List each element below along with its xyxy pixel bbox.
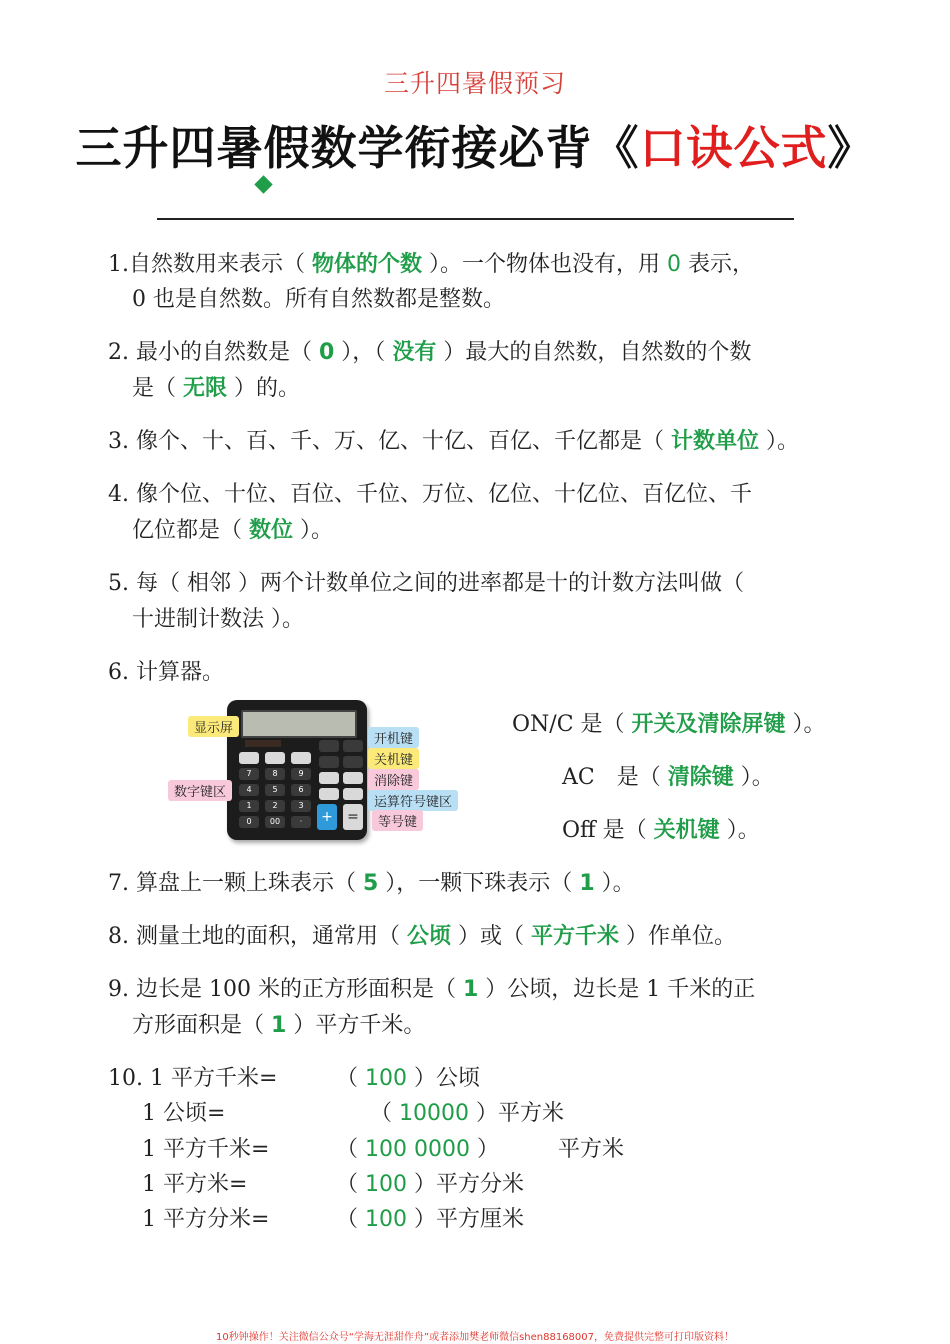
text: （ <box>336 1172 359 1197</box>
answer: 清除键 <box>667 765 734 790</box>
text: ）。 <box>726 818 760 843</box>
text: ）。 <box>300 518 334 543</box>
text: ）或（ <box>458 924 525 949</box>
answer: 开关及清除屏键 <box>631 712 786 737</box>
text: 方形面积是（ <box>132 1013 265 1038</box>
text: ON/C 是（ <box>512 712 625 737</box>
calc-key-equals: = <box>343 804 363 830</box>
item-10-row-3-answer <box>336 1135 499 1165</box>
item-4-line-2 <box>132 516 333 546</box>
calc-key <box>319 788 339 800</box>
text: ），一颗下珠表示（ <box>385 871 573 896</box>
item-10-row-2-label: 1 公顷= <box>142 1101 226 1126</box>
answer: 100 <box>365 1172 408 1197</box>
answer: 100 <box>365 1207 408 1232</box>
answer: 100 <box>365 1066 408 1091</box>
item-10-row-3-label: 1 平方千米= <box>142 1137 270 1162</box>
text: （ <box>370 1101 393 1126</box>
text: 7. 算盘上一颗上珠表示（ <box>108 871 356 896</box>
calc-key: 00 <box>265 816 285 828</box>
item-10-row-3-unit: 平方米 <box>558 1137 625 1162</box>
text: ）公顷，边长是 1 千米的正 <box>485 977 756 1002</box>
item-5-line-2: 十进制计数法 ）。 <box>132 607 304 632</box>
item-10-row-5-answer <box>336 1205 524 1235</box>
calculator-screen <box>241 710 357 738</box>
answer: 数位 <box>249 518 294 543</box>
calc-key: 7 <box>239 768 259 780</box>
title-close: 》 <box>827 121 875 175</box>
text: ）平方分米 <box>414 1172 525 1197</box>
tag-off: 关机键 <box>368 748 419 769</box>
text: ）。 <box>792 712 826 737</box>
item-6-off <box>562 816 760 846</box>
text: ） <box>477 1137 500 1162</box>
calc-key <box>343 788 363 800</box>
item-6-onc <box>512 710 826 740</box>
answer: 1 <box>462 977 479 1002</box>
calc-key: 8 <box>265 768 285 780</box>
text: 1.自然数用来表示（ <box>108 252 305 277</box>
item-10-row-2-answer <box>370 1099 564 1129</box>
item-6-heading: 6. 计算器。 <box>108 660 224 685</box>
tag-on: 开机键 <box>368 727 419 748</box>
answer: 公顷 <box>406 924 451 949</box>
item-10-row-1-label: 10. 1 平方千米= <box>108 1066 278 1091</box>
text: ）最大的自然数，自然数的个数 <box>443 340 752 365</box>
text: ）。 <box>766 429 800 454</box>
answer: 5 <box>362 871 379 896</box>
answer: 0 <box>318 340 335 365</box>
answer: 关机键 <box>653 818 720 843</box>
item-8-line-1 <box>108 922 736 952</box>
top-label: 三升四暑假预习 <box>383 69 566 98</box>
answer: 1 <box>271 1013 287 1038</box>
calc-key: · <box>291 816 311 828</box>
text: ），（ <box>341 340 386 365</box>
item-9-line-1 <box>108 975 755 1005</box>
calc-key <box>319 740 339 752</box>
tag-clear: 消除键 <box>368 769 419 790</box>
calc-key <box>343 740 363 752</box>
item-2-line-2 <box>132 374 300 404</box>
text: ）。一个物体也没有，用 <box>429 252 661 277</box>
text: ）。 <box>740 765 774 790</box>
calc-key: 2 <box>265 800 285 812</box>
text: ）的。 <box>234 376 301 401</box>
answer: 10000 <box>399 1101 470 1126</box>
answer: 0 <box>667 252 682 277</box>
text: ）平方厘米 <box>414 1207 525 1232</box>
answer: 物体的个数 <box>312 252 423 277</box>
text: 8. 测量土地的面积，通常用（ <box>108 924 400 949</box>
text: （ <box>336 1066 359 1091</box>
calc-key <box>319 756 339 768</box>
calc-key <box>239 752 259 764</box>
item-4-line-1: 4. 像个位、十位、百位、千位、万位、亿位、十亿位、百亿位、千 <box>108 482 752 507</box>
text: ）公顷 <box>414 1066 481 1091</box>
text: （ <box>336 1207 359 1232</box>
title-main: 三升四暑假数学衔接必背《 <box>75 121 640 175</box>
item-5-line-1: 5. 每（ 相邻 ）两个计数单位之间的进率都是十的计数方法叫做（ <box>108 571 744 596</box>
text: ）平方米 <box>476 1101 565 1126</box>
calc-key <box>265 752 285 764</box>
tag-digits: 数字键区 <box>168 780 232 801</box>
calc-key <box>319 772 339 784</box>
calc-key-plus: + <box>317 804 337 830</box>
calc-key: 9 <box>291 768 311 780</box>
page-title <box>0 112 950 178</box>
text: 亿位都是（ <box>132 518 243 543</box>
text: Off 是（ <box>562 818 647 843</box>
diamond-icon <box>254 175 272 193</box>
item-10-row-4-answer <box>336 1170 524 1200</box>
title-highlight: 口诀公式 <box>639 121 828 175</box>
calc-key <box>343 756 363 768</box>
text: 9. 边长是 100 米的正方形面积是（ <box>108 977 456 1002</box>
item-1-line-2: 0 也是自然数。所有自然数都是整数。 <box>132 287 505 312</box>
text: （ <box>336 1137 359 1162</box>
text: 是（ <box>132 376 177 401</box>
item-10-row-1-answer <box>336 1064 480 1094</box>
tag-equals: 等号键 <box>372 810 423 831</box>
calc-key: 0 <box>239 816 259 828</box>
answer: 无限 <box>183 376 228 401</box>
item-7-line-1 <box>108 869 635 899</box>
item-9-line-2 <box>132 1011 425 1041</box>
item-3-line-1 <box>108 427 799 457</box>
text: 表示， <box>688 252 755 277</box>
calc-key <box>291 752 311 764</box>
answer: 计数单位 <box>671 429 760 454</box>
item-10-row-5-label: 1 平方分米= <box>142 1207 270 1232</box>
calc-key <box>343 772 363 784</box>
text: ）平方千米。 <box>293 1013 426 1038</box>
text: ）作单位。 <box>626 924 737 949</box>
item-6-ac <box>562 763 774 793</box>
answer: 没有 <box>392 340 437 365</box>
text: ）。 <box>601 871 635 896</box>
calculator-image <box>227 700 367 840</box>
calc-key: 1 <box>239 800 259 812</box>
text: AC 是（ <box>562 765 661 790</box>
item-2-line-1 <box>108 338 751 368</box>
answer: 100 0000 <box>365 1137 470 1162</box>
solar-panel <box>245 740 281 747</box>
calc-key: 4 <box>239 784 259 796</box>
calc-key: 6 <box>291 784 311 796</box>
item-1-line-1 <box>108 250 754 280</box>
calc-key: 3 <box>291 800 311 812</box>
title-divider <box>157 218 794 220</box>
answer: 1 <box>579 871 595 896</box>
answer: 平方千米 <box>531 924 620 949</box>
calc-key: 5 <box>265 784 285 796</box>
item-10-row-4-label: 1 平方米= <box>142 1172 248 1197</box>
text: 2. 最小的自然数是（ <box>108 340 312 365</box>
footer-note: 10秒钟操作！关注微信公众号“学海无涯甜作舟”或者添加樊老师微信shen88168007，免费提供完整可打印版资料！ <box>215 1332 735 1343</box>
tag-ops: 运算符号键区 <box>368 790 458 811</box>
tag-screen: 显示屏 <box>188 716 239 737</box>
text: 3. 像个、十、百、千、万、亿、十亿、百亿、千亿都是（ <box>108 429 664 454</box>
